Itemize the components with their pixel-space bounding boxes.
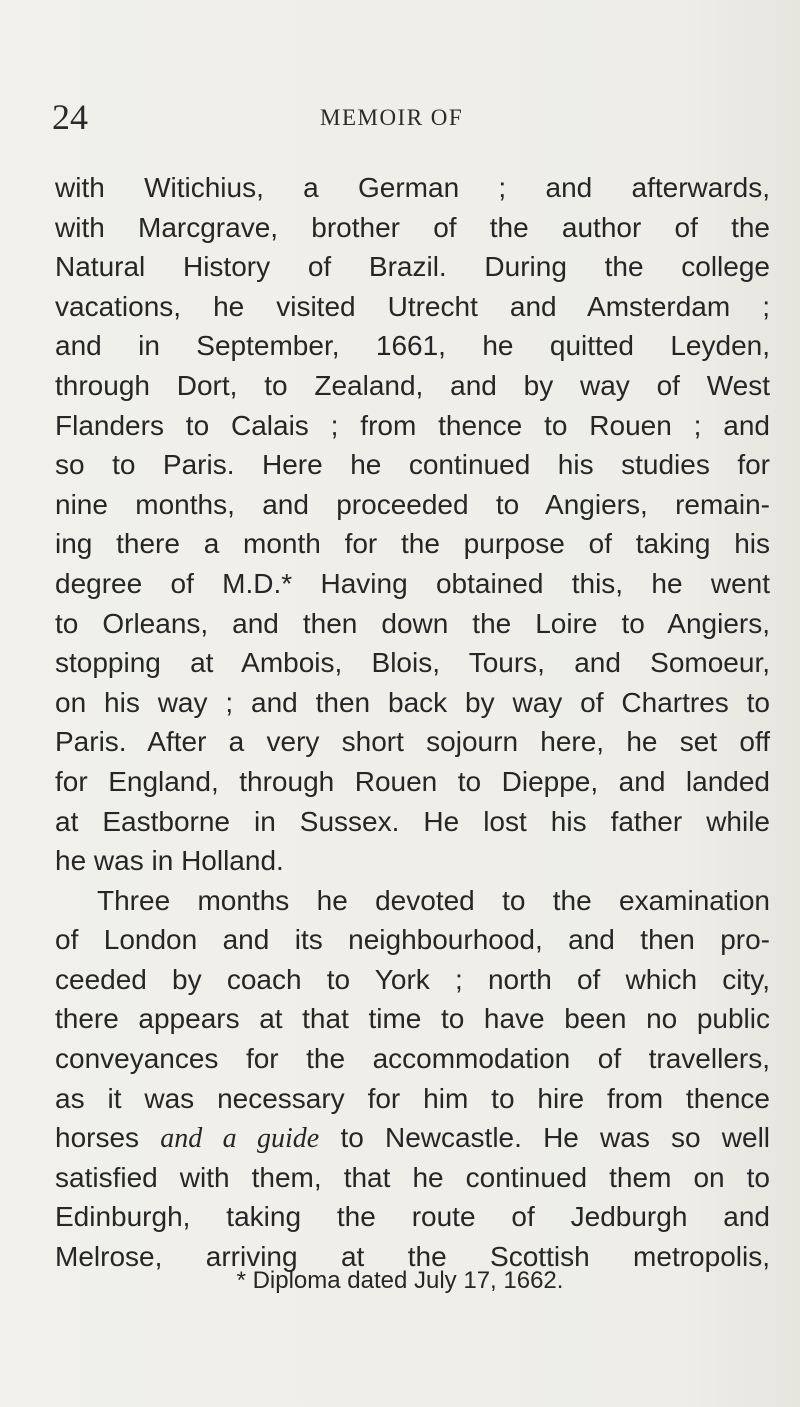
text-line: as it was necessary for him to hire from thence [55,1082,770,1114]
italic-phrase: and a guide [160,1123,320,1155]
page-header [0,92,800,142]
text-line: for England, through Rouen to Dieppe, and landed [55,765,770,797]
text-line: Natural History of Brazil. During the college [55,251,770,283]
text-line: vacations, he visited Utrecht and Amsterdam ; [55,290,770,322]
text-line: Melrose, arriving at the Scottish metropolis, [55,1241,770,1273]
text-line: Paris. After a very short sojourn here, he set off [55,726,770,758]
text-line: through Dort, to Zealand, and by way of West [55,369,770,401]
page-number: 24 [52,97,88,137]
text-line: with Witichius, a German ; and afterwards, [55,172,770,203]
text-line: of London and its neighbourhood, and then pro- [55,924,770,956]
paragraph-start-line: Three months he devoted to the examination [97,884,770,916]
text-line: Flanders to Calais ; from thence to Rouen ; and [55,409,770,441]
text-line: ceeded by coach to York ; north of which city, [55,963,770,995]
footnote: * Diploma dated July 17, 1662. [236,1267,564,1294]
text-line: so to Paris. Here he continued his studies for [55,449,770,481]
text-line: degree of M.D.* Having obtained this, he went [55,567,770,599]
text-line: conveyances for the accommodation of travellers, [55,1043,770,1075]
text-line-with-italic [55,1118,770,1158]
text-line: satisfied with them, that he continued them on to [55,1161,770,1193]
running-head: MEMOIR OF [320,105,464,130]
text-line: with Marcgrave, brother of the author of the [55,211,770,243]
text-line: Edinburgh, taking the route of Jedburgh and [55,1201,770,1233]
text-line: nine months, and proceeded to Angiers, remain- [55,488,770,520]
text-line: and in September, 1661, he quitted Leyden, [55,330,770,362]
text-line: at Eastborne in Sussex. He lost his father while [55,805,770,837]
text-line: there appears at that time to have been no public [55,1003,770,1035]
body-text [55,168,770,1277]
text-segment: to Newcastle. He was so well [340,1122,771,1154]
text-line: ing there a month for the purpose of taking his [55,528,770,560]
paragraph-end-line: he was in Holland. [55,845,284,877]
text-line: on his way ; and then back by way of Chartres to [55,686,770,718]
text-segment: horses [55,1122,140,1154]
text-line: to Orleans, and then down the Loire to Angiers, [55,607,770,639]
text-line: stopping at Ambois, Blois, Tours, and Somoeur, [55,647,770,679]
